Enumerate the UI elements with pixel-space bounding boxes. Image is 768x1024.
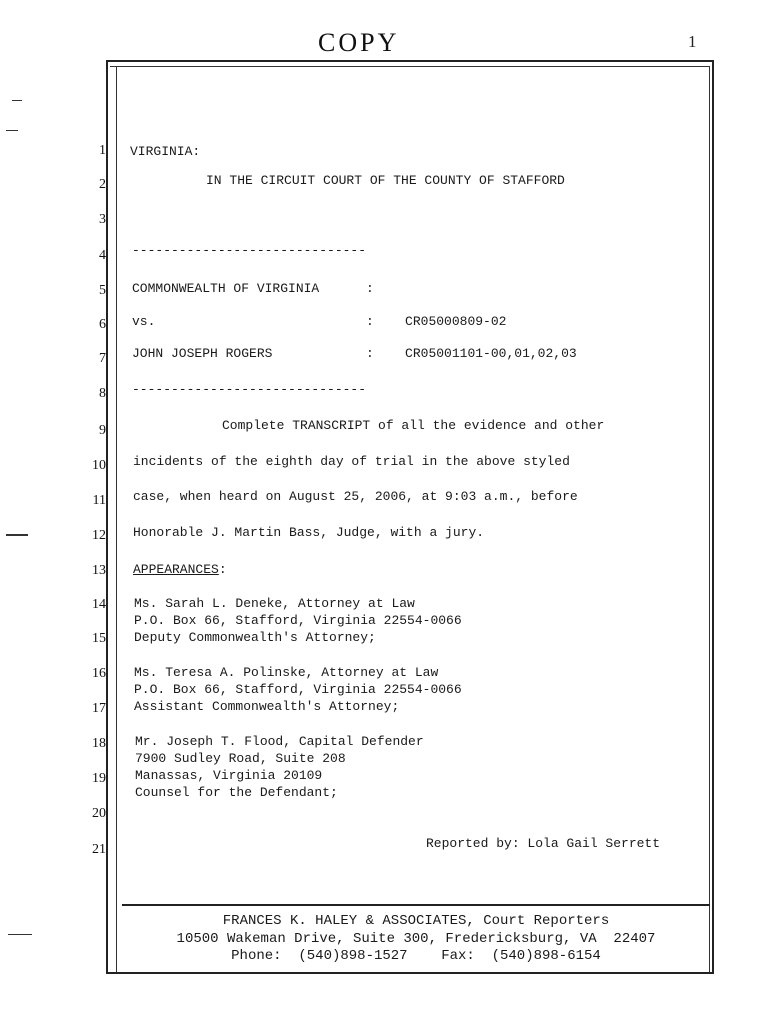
reporter-credit: Reported by: Lola Gail Serrett xyxy=(426,836,661,851)
appearance-line: P.O. Box 66, Stafford, Virginia 22554-0066 xyxy=(134,682,462,697)
line-number: 14 xyxy=(92,597,106,612)
appearance-line: Mr. Joseph T. Flood, Capital Defender xyxy=(135,734,424,749)
appearance-line: Counsel for the Defendant; xyxy=(135,785,338,800)
page-number: 1 xyxy=(688,32,697,51)
caption-versus: vs. : CR05000809-02 xyxy=(132,314,507,329)
scan-speck xyxy=(6,130,18,131)
footer-firm: FRANCES K. HALEY & ASSOCIATES, Court Reporters xyxy=(222,913,610,929)
scan-speck xyxy=(6,534,28,536)
line-number: 1 xyxy=(99,143,106,158)
appearance-line: Ms. Teresa A. Polinske, Attorney at Law xyxy=(134,665,439,680)
caption-rule-bottom: ------------------------------ xyxy=(132,382,367,397)
appearance-line: Manassas, Virginia 20109 xyxy=(135,768,323,783)
line-number: 10 xyxy=(92,458,106,473)
transcript-line: case, when heard on August 25, 2006, at 9:03 a.m., before xyxy=(133,489,578,504)
transcript-line: Complete TRANSCRIPT of all the evidence and other xyxy=(222,418,605,433)
appearances-heading xyxy=(133,562,227,577)
footer-phone: Phone: (540)898-1527 Fax: (540)898-6154 xyxy=(231,948,601,964)
frame-rule-top xyxy=(110,66,710,67)
line-number: 9 xyxy=(99,423,106,438)
line-number: 4 xyxy=(99,248,106,263)
appearance-line: Ms. Sarah L. Deneke, Attorney at Law xyxy=(134,596,415,611)
appearances-label: APPEARANCES xyxy=(133,562,219,577)
transcript-line: Honorable J. Martin Bass, Judge, with a jury. xyxy=(133,525,485,540)
line-number: 18 xyxy=(92,736,106,751)
appearance-line: Deputy Commonwealth's Attorney; xyxy=(134,630,376,645)
line-number: 11 xyxy=(92,493,106,508)
line-number: 7 xyxy=(99,351,106,366)
line-number: 6 xyxy=(99,317,106,332)
line-number: 12 xyxy=(92,528,106,543)
line-number: 8 xyxy=(99,386,106,401)
appearance-line: P.O. Box 66, Stafford, Virginia 22554-0066 xyxy=(134,613,462,628)
line-number: 2 xyxy=(99,177,106,192)
line-number: 17 xyxy=(92,701,106,716)
appearance-line: 7900 Sudley Road, Suite 208 xyxy=(135,751,346,766)
line-number: 21 xyxy=(92,842,106,857)
copy-stamp: COPY xyxy=(318,28,400,57)
scan-speck xyxy=(8,934,32,935)
appearances-colon: : xyxy=(218,562,227,577)
scan-speck xyxy=(12,100,22,101)
line-number: 19 xyxy=(92,771,106,786)
line-number: 15 xyxy=(92,631,106,646)
appearance-line: Assistant Commonwealth's Attorney; xyxy=(134,699,400,714)
line-number: 20 xyxy=(92,806,106,821)
caption-plaintiff: COMMONWEALTH OF VIRGINIA : xyxy=(132,281,374,296)
frame-rule-left xyxy=(116,66,117,972)
line-number: 3 xyxy=(99,212,106,227)
transcript-jurisdiction: VIRGINIA: xyxy=(130,144,201,159)
line-number: 16 xyxy=(92,666,106,681)
transcript-line: incidents of the eighth day of trial in the above styled xyxy=(133,454,570,469)
frame-rule-right xyxy=(709,66,710,972)
footer-address: 10500 Wakeman Drive, Suite 300, Fredericksburg, VA 22407 xyxy=(176,931,656,947)
line-number: 13 xyxy=(92,563,106,578)
transcript-court-name: IN THE CIRCUIT COURT OF THE COUNTY OF STAFFORD xyxy=(206,173,565,188)
caption-defendant: JOHN JOSEPH ROGERS : CR05001101-00,01,02,03 xyxy=(132,346,577,361)
caption-rule-top: ------------------------------ xyxy=(132,243,367,258)
footer-rule xyxy=(122,904,710,906)
line-number: 5 xyxy=(99,283,106,298)
